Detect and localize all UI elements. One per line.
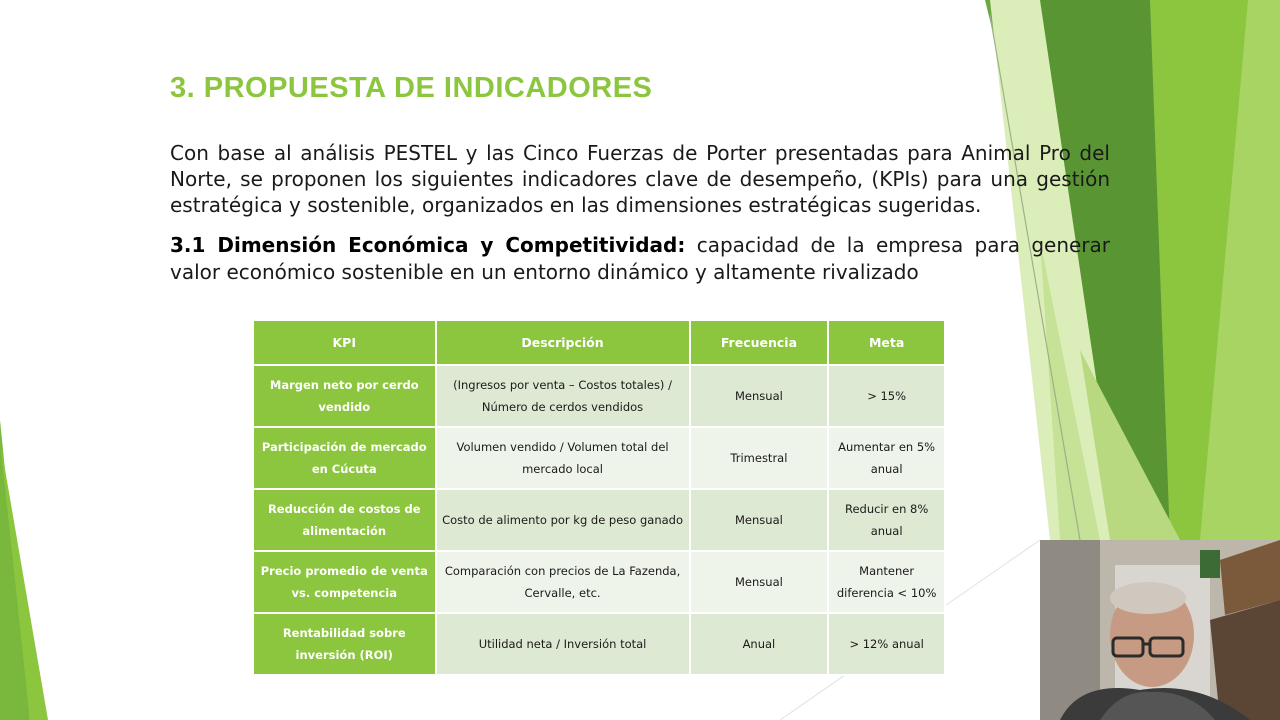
description-cell: Costo de alimento por kg de peso ganado [436,489,690,551]
frequency-cell: Mensual [690,365,829,427]
header-meta: Meta [828,320,945,365]
header-frecuencia: Frecuencia [690,320,829,365]
frequency-cell: Mensual [690,551,829,613]
header-descripcion: Descripción [436,320,690,365]
webcam-overlay [1040,540,1280,720]
goal-cell: Mantener diferencia < 10% [828,551,945,613]
goal-cell: Aumentar en 5% anual [828,427,945,489]
kpi-name-cell: Reducción de costos de alimentación [253,489,436,551]
kpi-name-cell: Participación de mercado en Cúcuta [253,427,436,489]
description-cell: Volumen vendido / Volumen total del mercado local [436,427,690,489]
section-paragraph [170,232,1110,286]
table-row [253,365,945,427]
kpi-name-cell: Precio promedio de venta vs. competencia [253,551,436,613]
goal-cell: > 12% anual [828,613,945,675]
section-description: capacidad de la empresa para generar valor económico sostenible en un entorno dinámico y altamente rivalizado [170,233,1110,284]
kpi-name-cell: Rentabilidad sobre inversión (ROI) [253,613,436,675]
frequency-cell: Mensual [690,489,829,551]
kpi-table [252,319,946,676]
table-row [253,551,945,613]
frequency-cell: Trimestral [690,427,829,489]
kpi-name-cell: Margen neto por cerdo vendido [253,365,436,427]
frequency-cell: Anual [690,613,829,675]
description-cell: Utilidad neta / Inversión total [436,613,690,675]
table-row [253,613,945,675]
section-heading: 3.1 Dimensión Económica y Competitividad: [170,233,686,257]
presenter-video-image [1040,540,1280,720]
intro-paragraph: Con base al análisis PESTEL y las Cinco Fuerzas de Porter presentadas para Animal Pro del Norte, se proponen los siguientes indicadores clave de desempeño, (KPIs) para una gestión estratégica y sostenible, organizados en las dimensiones estratégicas sugeridas. [170,141,1110,217]
description-cell: Comparación con precios de La Fazenda, Cervalle, etc. [436,551,690,613]
header-kpi: KPI [253,320,436,365]
table-row [253,489,945,551]
goal-cell: Reducir en 8% anual [828,489,945,551]
table-header-row [253,320,945,365]
description-cell: (Ingresos por venta – Costos totales) / Número de cerdos vendidos [436,365,690,427]
table-row [253,427,945,489]
goal-cell: > 15% [828,365,945,427]
slide-title: 3. PROPUESTA DE INDICADORES [170,72,653,104]
